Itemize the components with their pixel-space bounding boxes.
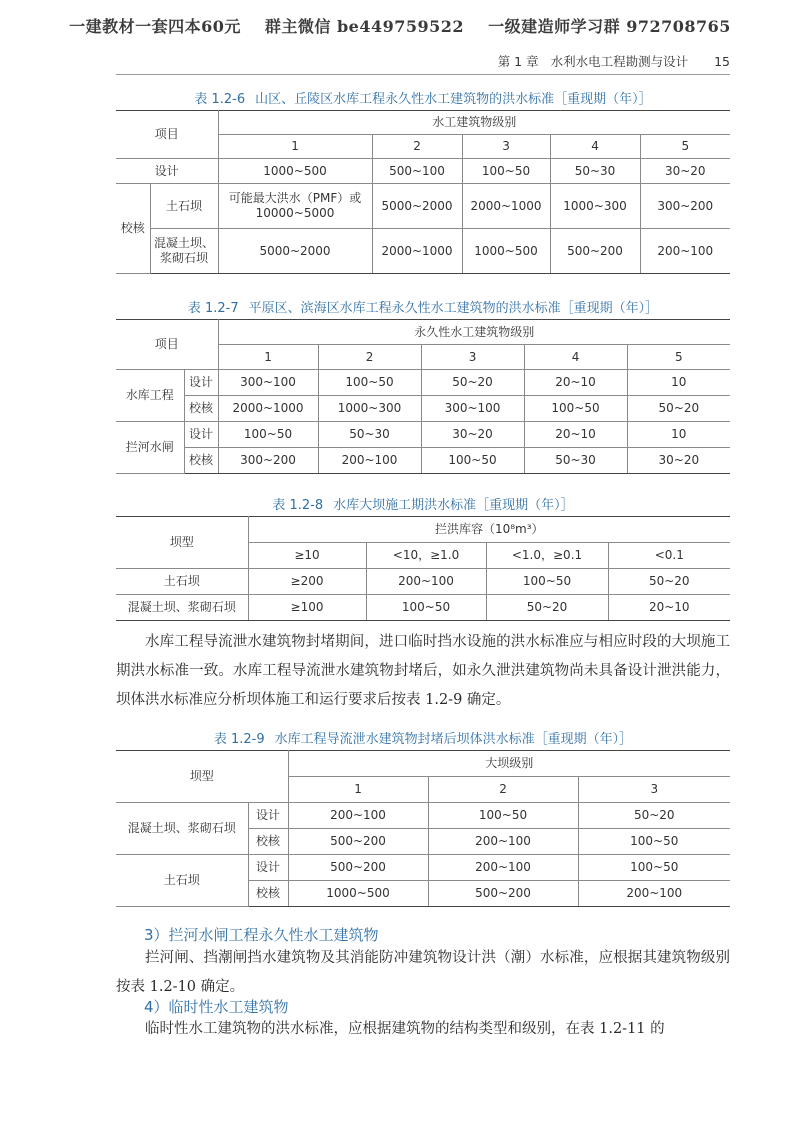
table-cell: ≥100 <box>248 595 366 621</box>
table9-concrete-label: 混凝土坝、浆砌石坝 <box>116 803 248 855</box>
table8-caption <box>116 494 730 513</box>
table-cell: 300~100 <box>421 396 524 422</box>
table-cell: 500~100 <box>372 159 462 184</box>
table-cell: 20~10 <box>524 422 627 448</box>
table-cell: 10 <box>627 422 730 448</box>
table-cell: 50~30 <box>524 448 627 474</box>
table-cell: 500~200 <box>288 855 428 881</box>
table6-number: 表 1.2-6 <box>194 92 246 107</box>
table-cell: 200~100 <box>428 829 578 855</box>
chapter-title: 水利水电工程勘测与设计 <box>550 54 689 69</box>
table-cell: 50~20 <box>486 595 608 621</box>
table-cell: 50~20 <box>578 803 730 829</box>
banner-text-3: 一级建造师学习群 972708765 <box>488 17 731 36</box>
section-3-heading: 3）拦河水闸工程永久性水工建筑物 <box>144 926 379 944</box>
table9-number: 表 1.2-9 <box>213 732 265 747</box>
table-cell: 100~50 <box>462 159 550 184</box>
table-cell: 200~100 <box>578 881 730 907</box>
table9-header-type: 坝型 <box>116 751 288 803</box>
table7-reservoir-label: 水库工程 <box>116 370 184 422</box>
table7-number: 表 1.2-7 <box>187 301 239 316</box>
table-cell: 50~20 <box>608 569 730 595</box>
table-cell: 1000~500 <box>288 881 428 907</box>
banner-text-1: 一建教材一套四本60元 <box>69 17 241 36</box>
table-cell: 100~50 <box>486 569 608 595</box>
table-cell: 200~100 <box>288 803 428 829</box>
table6-level: 3 <box>462 135 550 159</box>
table7-caption <box>116 297 730 316</box>
table8-capacity: <0.1 <box>608 543 730 569</box>
table-cell: 200~100 <box>640 229 730 274</box>
table9-check-label: 校核 <box>248 829 288 855</box>
table6-earth-pmf-range: 10000~5000 <box>255 206 335 220</box>
table8-capacity: <10，≥1.0 <box>366 543 486 569</box>
table6-title: 山区、丘陵区水库工程永久性水工建筑物的洪水标准［重现期（年）］ <box>255 92 652 107</box>
table6-check-label: 校核 <box>116 184 150 274</box>
table-cell: 200~100 <box>428 855 578 881</box>
table8-title: 水库大坝施工期洪水标准［重现期（年）］ <box>333 498 574 513</box>
table-cell: 100~50 <box>366 595 486 621</box>
table7-check-label: 校核 <box>184 448 218 474</box>
label-line: 浆砌石坝 <box>160 251 209 265</box>
table8-earth-label: 土石坝 <box>116 569 248 595</box>
table-cell: 500~200 <box>288 829 428 855</box>
table8-capacity: <1.0，≥0.1 <box>486 543 608 569</box>
table8-header-type: 坝型 <box>116 517 248 569</box>
table9-check-label: 校核 <box>248 881 288 907</box>
table9-level: 2 <box>428 777 578 803</box>
table7-level: 5 <box>627 345 730 370</box>
table-cell: 1000~300 <box>318 396 421 422</box>
table7-level: 1 <box>218 345 318 370</box>
table7-level: 2 <box>318 345 421 370</box>
table-cell: 300~200 <box>218 448 318 474</box>
table7-level: 3 <box>421 345 524 370</box>
table6-earth-pmf: 可能最大洪水（PMF）或 <box>228 191 362 205</box>
table-cell: 5000~2000 <box>372 184 462 229</box>
body-paragraph-3 <box>116 1015 730 1044</box>
table-cell: 10 <box>627 370 730 396</box>
table-cell: 30~20 <box>421 422 524 448</box>
table-cell: 30~20 <box>627 448 730 474</box>
table-cell: 50~20 <box>627 396 730 422</box>
table9-title: 水库工程导流泄水建筑物封堵后坝体洪水标准［重现期（年）］ <box>274 732 633 747</box>
table-cell: 30~20 <box>640 159 730 184</box>
table7-check-label: 校核 <box>184 396 218 422</box>
table-cell: 20~10 <box>524 370 627 396</box>
table-cell: 2000~1000 <box>218 396 318 422</box>
table7-header-group: 永久性水工建筑物级别 <box>218 320 730 345</box>
table-cell: 100~50 <box>218 422 318 448</box>
page-number: 15 <box>714 54 730 69</box>
table6-level: 2 <box>372 135 462 159</box>
body-paragraph-2 <box>116 944 730 1002</box>
section-4-heading: 4）临时性水工建筑物 <box>144 998 289 1016</box>
table6-header-group: 水工建筑物级别 <box>218 111 730 135</box>
table7-sluice-label: 拦河水闸 <box>116 422 184 474</box>
table-cell: 50~30 <box>550 159 640 184</box>
table6-header-item: 项目 <box>116 111 218 159</box>
table-cell: 20~10 <box>608 595 730 621</box>
table9-level: 1 <box>288 777 428 803</box>
table7-title: 平原区、滨海区水库工程永久性水工建筑物的洪水标准［重现期（年）］ <box>248 301 659 316</box>
table9-caption <box>116 728 730 747</box>
table6 <box>116 110 730 274</box>
table-cell: 200~100 <box>366 569 486 595</box>
table-cell: 2000~1000 <box>462 184 550 229</box>
table9 <box>116 750 730 907</box>
table-cell: 100~50 <box>428 803 578 829</box>
label-line: 混凝土坝、 <box>154 236 215 250</box>
paragraph-text: 水库工程导流泄水建筑物封堵期间，进口临时挡水设施的洪水标准应与相应时段的大坝施工期洪水标准一致。水库工程导流泄水建筑物封堵后，如永久泄洪建筑物尚未具备设计泄洪能力，坝体洪水标准应分析坝体施工和运行要求后按表 1.2-9 确定。 <box>116 634 730 708</box>
table-cell: 500~200 <box>550 229 640 274</box>
table9-design-label: 设计 <box>248 803 288 829</box>
table6-level: 4 <box>550 135 640 159</box>
body-paragraph-1 <box>116 628 730 715</box>
banner-text-2: 群主微信 be449759522 <box>264 17 465 36</box>
table6-caption <box>116 88 730 107</box>
table9-header-group: 大坝级别 <box>288 751 730 777</box>
table9-design-label: 设计 <box>248 855 288 881</box>
table-cell: 1000~500 <box>218 159 372 184</box>
table-cell: 100~50 <box>318 370 421 396</box>
table-cell: 5000~2000 <box>218 229 372 274</box>
paragraph-text: 临时性水工建筑物的洪水标准，应根据建筑物的结构类型和级别，在表 1.2-11 的 <box>145 1021 665 1037</box>
table-cell: 1000~300 <box>550 184 640 229</box>
running-head <box>0 52 730 70</box>
table6-earth-label: 土石坝 <box>150 184 218 229</box>
paragraph-text: 拦河闸、挡潮闸挡水建筑物及其消能防冲建筑物设计洪（潮）水标准，应根据其建筑物级别按表 1.2-10 确定。 <box>116 950 730 995</box>
table-cell: 200~100 <box>318 448 421 474</box>
table-cell: 100~50 <box>578 829 730 855</box>
table-cell: 1000~500 <box>462 229 550 274</box>
watermark-banner <box>0 14 800 37</box>
table-cell: 50~20 <box>421 370 524 396</box>
table7 <box>116 319 730 474</box>
table-cell: 100~50 <box>578 855 730 881</box>
table-cell: ≥200 <box>248 569 366 595</box>
header-rule <box>116 74 730 75</box>
table8-header-group: 拦洪库容（10⁸m³） <box>248 517 730 543</box>
table6-concrete-label <box>150 229 218 274</box>
table9-level: 3 <box>578 777 730 803</box>
table-cell: 300~200 <box>640 184 730 229</box>
chapter-label: 第 1 章 <box>497 54 539 69</box>
table-cell <box>218 184 372 229</box>
table6-design-label: 设计 <box>116 159 218 184</box>
table7-header-item: 项目 <box>116 320 218 370</box>
table-cell: 100~50 <box>421 448 524 474</box>
table8-number: 表 1.2-8 <box>272 498 324 513</box>
table9-earth-label: 土石坝 <box>116 855 248 907</box>
table8-concrete-label: 混凝土坝、浆砌石坝 <box>116 595 248 621</box>
table6-level: 5 <box>640 135 730 159</box>
table7-design-label: 设计 <box>184 422 218 448</box>
table-cell: 2000~1000 <box>372 229 462 274</box>
table8 <box>116 516 730 621</box>
table-cell: 300~100 <box>218 370 318 396</box>
table-cell: 500~200 <box>428 881 578 907</box>
table8-capacity: ≥10 <box>248 543 366 569</box>
table-cell: 100~50 <box>524 396 627 422</box>
table6-level: 1 <box>218 135 372 159</box>
table7-design-label: 设计 <box>184 370 218 396</box>
table-cell: 50~30 <box>318 422 421 448</box>
table7-level: 4 <box>524 345 627 370</box>
